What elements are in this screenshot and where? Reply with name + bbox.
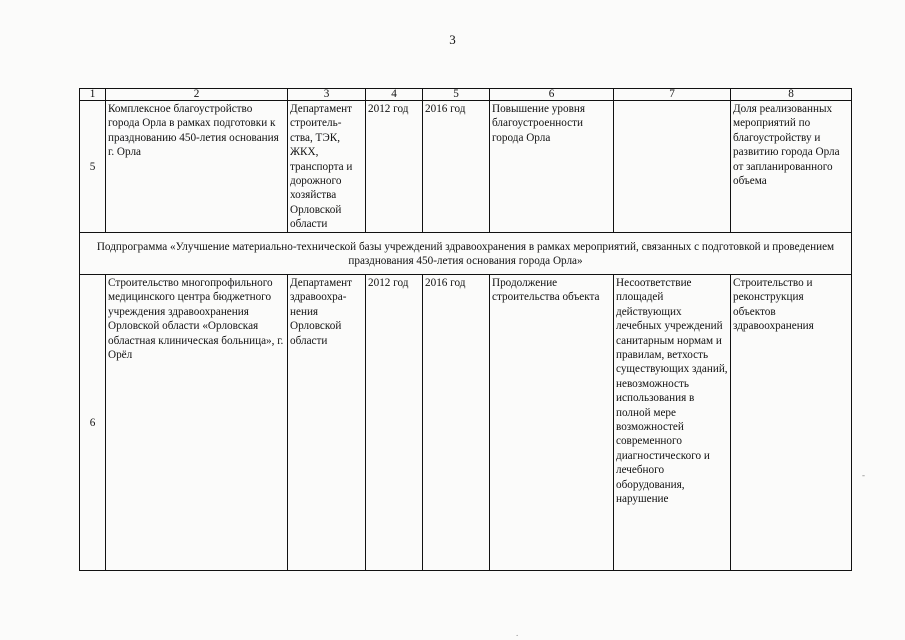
header-cell: 1 xyxy=(80,89,106,101)
indicator: Строительство и реконструкция объектов здравоохранения xyxy=(731,275,852,571)
table-row xyxy=(80,101,852,233)
responsible-dept: Департамент строитель-ства, ТЭК, ЖКХ, транспорта и дорожного хозяйства Орловской области xyxy=(288,101,366,233)
responsible-dept: Департамент здравоохра-нения Орловской области xyxy=(288,275,366,571)
header-cell: 2 xyxy=(106,89,288,101)
measure-name: Строительство многопрофильного медицинского центра бюджетного учреждения здравоохранения Орловской области «Орловская областная клиническая больница», г. Орёл xyxy=(106,275,288,571)
program-table xyxy=(79,88,852,571)
subprogram-title: Подпрограмма «Улучшение материально-технической базы учреждений здравоохранения в рамках мероприятий, связанных с подготовкой и проведением празднования 450-летия основания города Орла» xyxy=(80,233,852,275)
header-cell: 7 xyxy=(614,89,731,101)
row-number: 5 xyxy=(80,101,106,233)
end-year: 2016 год xyxy=(423,101,490,233)
start-year: 2012 год xyxy=(366,275,423,571)
header-cell: 6 xyxy=(490,89,614,101)
header-cell: 5 xyxy=(423,89,490,101)
end-year: 2016 год xyxy=(423,275,490,571)
row-number: 6 xyxy=(80,275,106,571)
header-row xyxy=(80,89,852,101)
subprogram-row xyxy=(80,233,852,275)
indicator: Доля реализованных мероприятий по благоустройству и развитию города Орла от запланированного объема xyxy=(731,101,852,233)
table-row xyxy=(80,275,852,571)
page-number: 3 xyxy=(449,32,456,47)
header-cell: 4 xyxy=(366,89,423,101)
measure-name: Комплексное благоустройство города Орла в рамках подготовки к празднованию 450-летия основания г. Орла xyxy=(106,101,288,233)
scan-mark: - xyxy=(862,470,865,480)
header-cell: 8 xyxy=(731,89,852,101)
consequence xyxy=(614,101,731,233)
expected-result: Повышение уровня благоустроенности города Орла xyxy=(490,101,614,233)
expected-result: Продолжение строительства объекта xyxy=(490,275,614,571)
header-cell: 3 xyxy=(288,89,366,101)
start-year: 2012 год xyxy=(366,101,423,233)
consequence: Несоответствие площадей действующих лечебных учреждений санитарным нормам и правилам, ветхость существующих зданий, невозможность использования в полной мере возможностей современного диагностического и лечебного оборудования, нарушение xyxy=(614,275,731,571)
scan-mark: . xyxy=(516,628,519,638)
